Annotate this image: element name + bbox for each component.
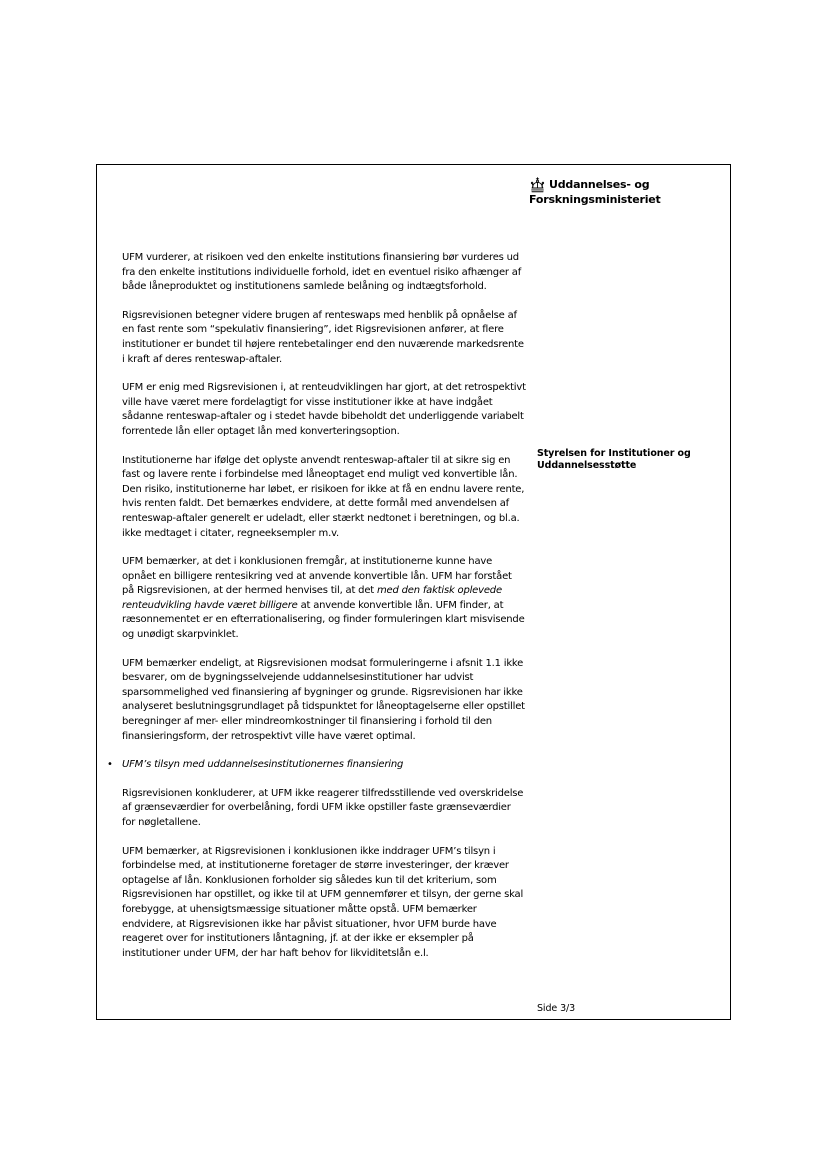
paragraph-4: Institutionerne har ifølge det oplyste anvendt renteswap-aftaler til at sikre sig en fast og lavere rente i forbindelse med låneoptaget end muligt ved konvertible lån. Den risiko, institutionerne har løbet, er risikoen for ikke at få en endnu lavere rente, hvis renten faldt. Det bemærkes endvidere, at dette formål med anvendelsen af renteswap-aftaler generelt er udeladt, eller stærkt nedtonet i beretningen, og bl.a. ikke medtaget i citater, regneeksempler m.v. <box>122 454 525 539</box>
bullet-icon: • <box>107 759 113 771</box>
ministry-name-line2: Forskningsministeriet <box>529 193 661 206</box>
bullet-heading-text: UFM’s tilsyn med uddannelsesinstitutionernes finansiering <box>122 759 404 771</box>
bullet-heading-item <box>107 758 526 773</box>
document-body <box>107 251 526 961</box>
department-name-line2: Uddannelsesstøtte <box>537 460 637 471</box>
paragraph-3: UFM er enig med Rigsrevisionen i, at renteudviklingen har gjort, at det retrospektivt ville have været mere fordelagtigt for visse institutioner ikke at have indgået sådanne renteswap-aftaler og i stedet havde bibeholdt det underliggende variabelt forrentede lån eller optaget lån med konverteringsoption. <box>122 382 526 437</box>
paragraph-5-text-after: at anvende konvertible lån. UFM finder, at ræsonnementet er en efterrationalisering, og finder formuleringen klart misvisende og unødigt skarpvinklet. <box>122 599 525 641</box>
ministry-logo-block <box>529 177 661 207</box>
page-number: Side 3/3 <box>537 1003 576 1014</box>
paragraph-5-italic-phrase: med den faktisk oplevede renteudvikling havde været billigere <box>122 585 502 611</box>
crown-icon <box>529 177 546 193</box>
paragraph-8: UFM bemærker, at Rigsrevisionen i konklusionen ikke inddrager UFM’s tilsyn i forbindelse med, at institutionerne foretager de større investeringer, der kræver optagelse af lån. Konklusionen forholder sig således kun til det kriterium, som Rigsrevisionen har opstillet, og ikke til at UFM gennemfører et tilsyn, der gerne skal forebygge, at uhensigtsmæssige situationer måtte opstå. UFM bemærker endvidere, at Rigsrevisionen ikke har påvist situationer, hvor UFM burde have reageret over for institutioners låntagning, jf. at der ikke er eksempler på institutioner under UFM, der har haft behov for likviditetslån e.l. <box>122 845 524 959</box>
paragraph-7: Rigsrevisionen konkluderer, at UFM ikke reagerer tilfredsstillende ved overskridelse af grænseværdier for overbelåning, fordi UFM ikke opstiller faste grænseværdier for nøgletallene. <box>122 787 524 828</box>
department-name-line1: Styrelsen for Institutioner og <box>537 448 691 459</box>
paragraph-5-text: UFM bemærker, at det i konklusionen fremgår, at institutionerne kunne have opnået en billigere rentesikring ved at anvende konvertible lån. UFM har forstået på Rigsrevisionen, at der hermed henvises til, at det <box>122 556 512 597</box>
paragraph-5 <box>122 555 526 643</box>
paragraph-1: UFM vurderer, at risikoen ved den enkelte institutions finansiering bør vurderes ud fra den enkelte institutions individuelle forhold, idet en eventuel risiko afhænger af både låneproduktet og institutionens samlede belåning og indtægtsforhold. <box>122 252 522 293</box>
department-margin-note <box>537 448 717 472</box>
paragraph-6: UFM bemærker endeligt, at Rigsrevisionen modsat formuleringerne i afsnit 1.1 ikke besvarer, om de bygningsselvejende uddannelsesinstitutioner har udvist sparsommelighed ved finansiering af bygninger og grunde. Rigsrevisionen har ikke analyseret beslutningsgrundlaget på tidspunktet for låneoptagelserne eller opstillet beregninger af mer- eller mindreomkostninger til finansiering i forhold til den finansieringsform, der retrospektivt ville have været optimal. <box>122 657 525 742</box>
ministry-name-line1: Uddannelses- og <box>549 177 650 191</box>
paragraph-2: Rigsrevisionen betegner videre brugen af renteswaps med henblik på opnåelse af en fast rente som “spekulativ finansiering”, idet Rigsrevisionen anfører, at flere institutioner er bundet til højere rentebetalinger end den nuværende markedsrente i kraft af deres renteswap-aftaler. <box>122 309 524 365</box>
document-page <box>96 164 731 1020</box>
ministry-logo-row <box>529 177 661 193</box>
